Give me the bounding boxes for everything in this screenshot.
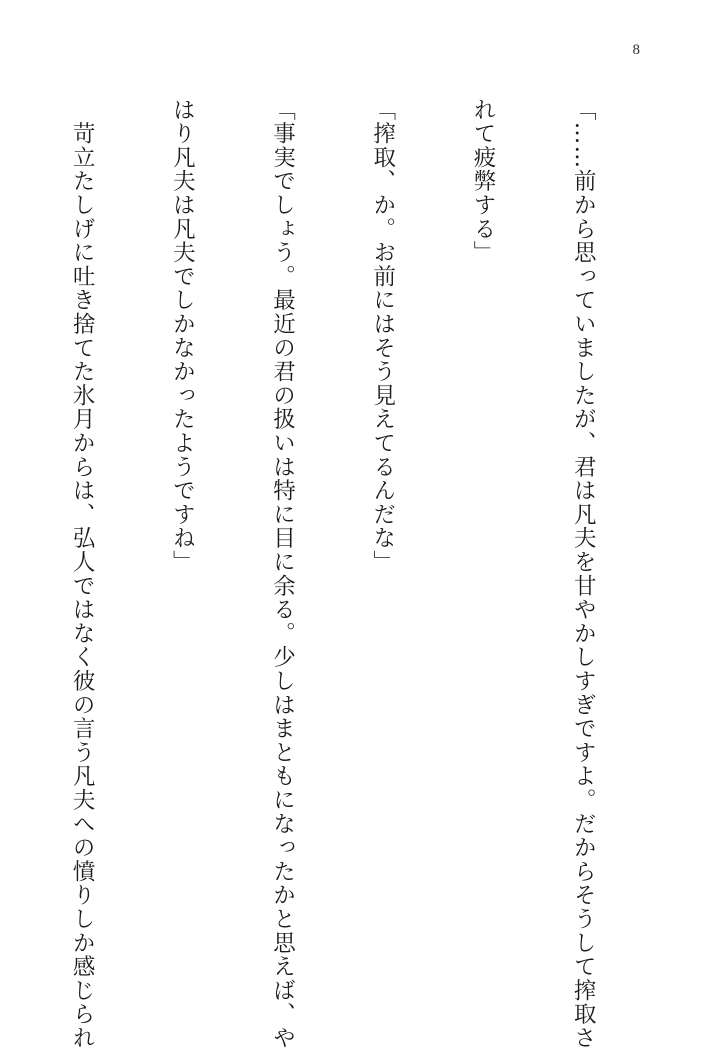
page-number: 8 xyxy=(632,42,640,58)
text-line: 「搾取、か。お前にはそう見えてるんだな」 xyxy=(369,98,396,574)
text-line: はり凡夫は凡夫でしかなかったようですね」 xyxy=(169,98,196,574)
text-line: 「事実でしょう。最近の君の扱いは特に目に余る。少しはまともになったかと思えば、や xyxy=(269,98,296,1050)
text-line: れて疲弊する」 xyxy=(469,98,496,265)
vertical-text-body xyxy=(0,98,666,1050)
text-line: 苛立たしげに吐き捨てた氷月からは、弘人ではなく彼の言う凡夫への憤りしか感じられ xyxy=(69,98,96,1050)
text-line: 「……前から思っていましたが、君は凡夫を甘やかしすぎですよ。だからそうして搾取さ xyxy=(570,98,597,1050)
